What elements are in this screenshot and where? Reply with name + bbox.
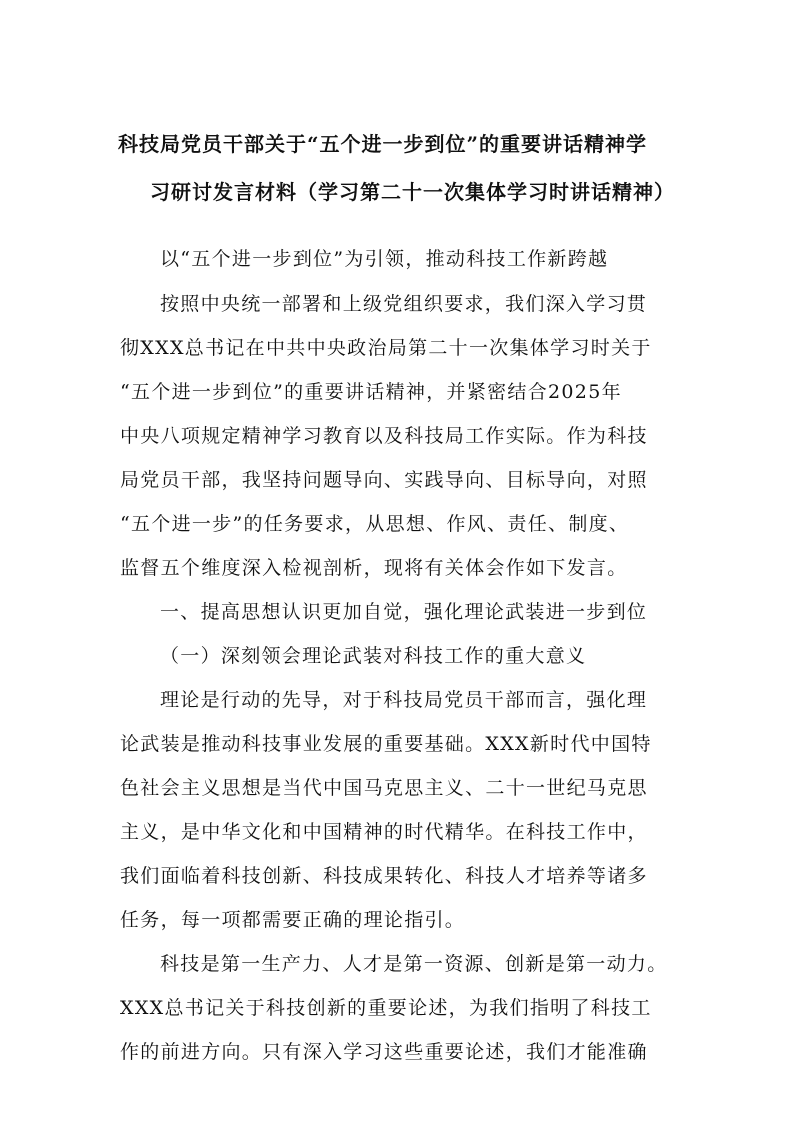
paragraph-1-line-6: “五个进一步”的任务要求，从思想、作风、责任、制度、: [120, 513, 630, 535]
paragraph-1-line-2: 彻XXX总书记在中共中央政治局第二十一次集体学习时关于: [120, 337, 652, 359]
paragraph-1-line-5: 局党员干部，我坚持问题导向、实践导向、目标导向，对照: [120, 469, 648, 491]
paragraph-1-line-7: 监督五个维度深入检视剖析，现将有关体会作如下发言。: [120, 557, 628, 579]
section-heading-1: 一、提高思想认识更加自觉，强化理论武装进一步到位: [160, 601, 648, 623]
paragraph-1-line-4: 中央八项规定精神学习教育以及科技局工作实际。作为科技: [120, 425, 648, 447]
paragraph-2-line-4: 主义，是中华文化和中国精神的时代精华。在科技工作中，: [120, 821, 648, 843]
paragraph-3-line-2: XXX总书记关于科技创新的重要论述，为我们指明了科技工: [120, 997, 652, 1019]
document-subtitle: 以“五个进一步到位”为引领，推动科技工作新跨越: [160, 248, 609, 270]
paragraph-1-line-3: “五个进一步到位”的重要讲话精神，并紧密结合2025年: [120, 381, 622, 403]
paragraph-2-line-1: 理论是行动的先导，对于科技局党员干部而言，强化理: [160, 689, 648, 711]
paragraph-3-line-3: 作的前进方向。只有深入学习这些重要论述，我们才能准确: [120, 1041, 648, 1063]
paragraph-2-line-2: 论武装是推动科技事业发展的重要基础。XXX新时代中国特: [120, 733, 652, 755]
paragraph-3-line-1: 科技是第一生产力、人才是第一资源、创新是第一动力。: [160, 953, 668, 975]
paragraph-1-line-1: 按照中央统一部署和上级党组织要求，我们深入学习贯: [160, 293, 648, 315]
paragraph-2-line-5: 我们面临着科技创新、科技成果转化、科技人才培养等诸多: [120, 865, 648, 887]
paragraph-2-line-3: 色社会主义思想是当代中国马克思主义、二十一世纪马克思: [120, 777, 648, 799]
document-title-line-2: 习研讨发言材料（学习第二十一次集体学习时讲话精神）: [150, 180, 675, 204]
subsection-heading-1: （一）深刻领会理论武装对科技工作的重大意义: [160, 645, 587, 667]
paragraph-2-line-6: 任务，每一项都需要正确的理论指引。: [120, 909, 466, 931]
document-title-line-1: 科技局党员干部关于“五个进一步到位”的重要讲话精神学: [118, 132, 648, 156]
